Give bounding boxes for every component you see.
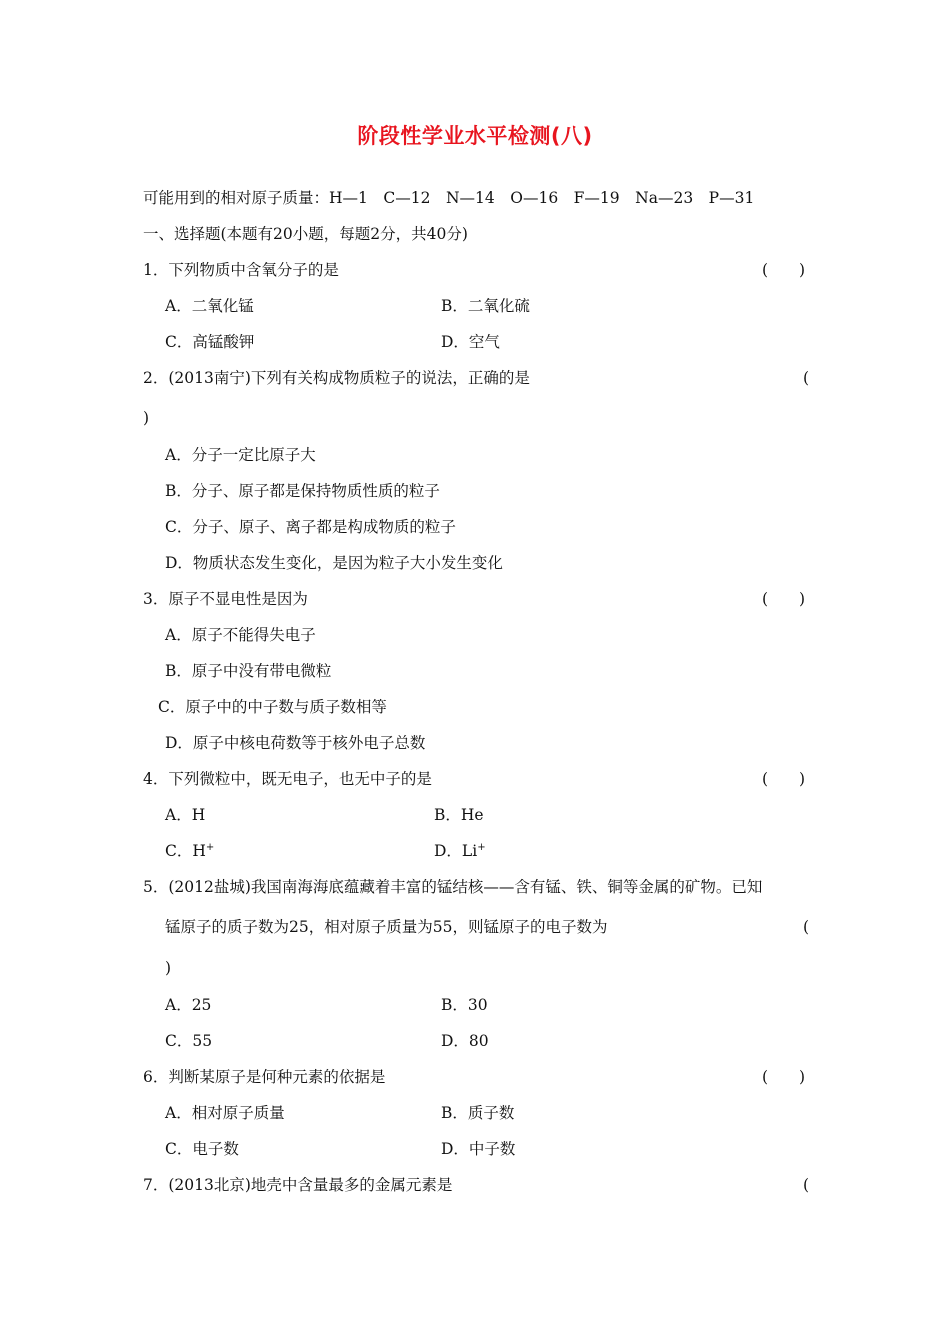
question-1-stem: 1．下列物质中含氧分子的是 (143, 261, 339, 279)
answer-open-paren: ( (803, 369, 810, 387)
q4-option-d: D．Li+ (434, 841, 486, 860)
q5-option-b: B．30 (441, 996, 488, 1014)
q6-option-a: A．相对原子质量 (165, 1104, 285, 1122)
q1-option-d: D．空气 (441, 333, 500, 351)
page-title: 阶段性学业水平检测(八) (357, 124, 593, 148)
q3-option-c: C．原子中的中子数与质子数相等 (158, 698, 387, 716)
q2-option-b: B．分子、原子都是保持物质性质的粒子 (165, 482, 440, 500)
q2-option-d: D．物质状态发生变化，是因为粒子大小发生变化 (165, 554, 503, 572)
answer-bracket: ( ) (762, 261, 806, 279)
question-4-stem: 4．下列微粒中，既无电子，也无中子的是 (143, 770, 432, 788)
q1-option-c: C．高锰酸钾 (165, 333, 255, 351)
question-2-stem: 2．(2013南宁)下列有关构成物质粒子的说法，正确的是 (143, 369, 530, 387)
atomic-masses-note: 可能用到的相对原子质量：H—1 C—12 N—14 O—16 F—19 Na—23 P—31 (143, 189, 755, 207)
q1-option-b: B．二氧化硫 (441, 297, 530, 315)
q4-option-a: A．H (165, 806, 206, 824)
question-5-stem: 5．(2012盐城)我国南海海底蕴藏着丰富的锰结核——含有锰、铁、铜等金属的矿物。已知 (143, 878, 763, 896)
q2-option-c: C．分子、原子、离子都是构成物质的粒子 (165, 518, 456, 536)
q4-option-c: C．H+ (165, 841, 215, 860)
q5-option-d: D．80 (441, 1032, 489, 1050)
question-7-stem: 7．(2013北京)地壳中含量最多的金属元素是 (143, 1176, 453, 1194)
q1-option-a: A．二氧化锰 (165, 297, 254, 315)
q6-option-c: C．电子数 (165, 1140, 239, 1158)
q4-option-b: B．He (434, 806, 484, 824)
q5-option-a: A．25 (165, 996, 212, 1014)
q6-option-b: B．质子数 (441, 1104, 515, 1122)
q2-option-a: A．分子一定比原子大 (165, 446, 316, 464)
answer-bracket: ( ) (762, 1068, 806, 1086)
q3-option-b: B．原子中没有带电微粒 (165, 662, 332, 680)
answer-open-paren: ( (803, 1176, 810, 1194)
answer-open-paren: ( (803, 918, 810, 936)
section-heading: 一、选择题(本题有20小题，每题2分，共40分) (143, 225, 468, 243)
q6-option-d: D．中子数 (441, 1140, 516, 1158)
question-6-stem: 6．判断某原子是何种元素的依据是 (143, 1068, 386, 1086)
q3-option-d: D．原子中核电荷数等于核外电子总数 (165, 734, 426, 752)
question-3-stem: 3．原子不显电性是因为 (143, 590, 308, 608)
q5-option-c: C．55 (165, 1032, 213, 1050)
question-5-stem-cont: 锰原子的质子数为25，相对原子质量为55，则锰原子的电子数为 (165, 918, 608, 936)
answer-close-paren: ) (143, 409, 150, 427)
answer-close-paren: ) (165, 959, 172, 977)
answer-bracket: ( ) (762, 770, 806, 788)
q3-option-a: A．原子不能得失电子 (165, 626, 316, 644)
answer-bracket: ( ) (762, 590, 806, 608)
